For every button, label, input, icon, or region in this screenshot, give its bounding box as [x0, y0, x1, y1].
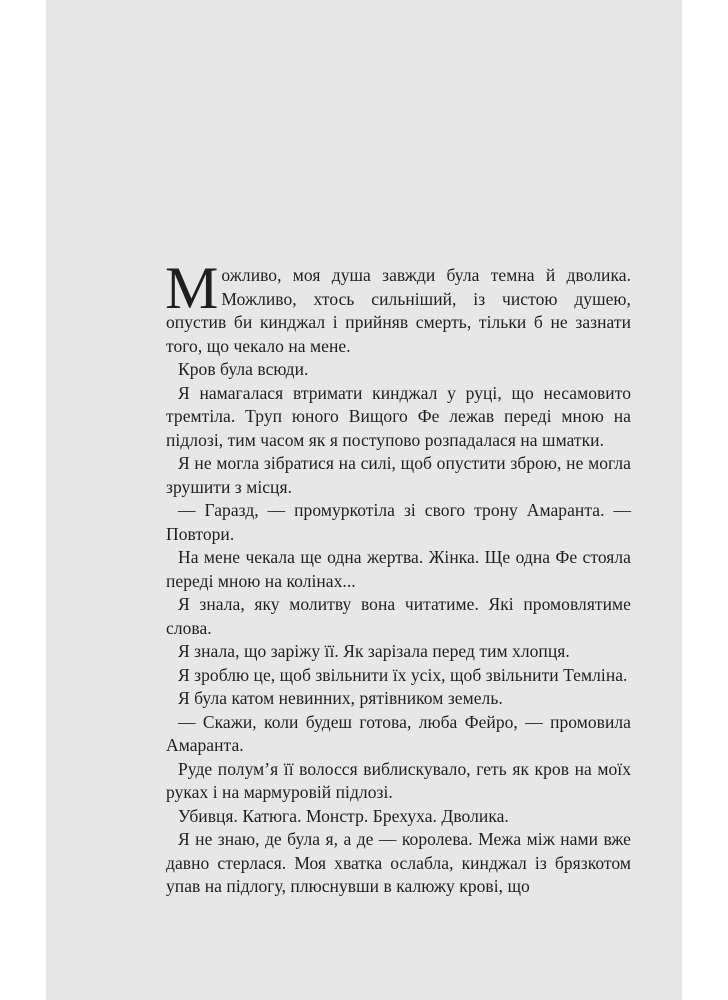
paragraph-4: Я не могла зібратися на силі, щоб опустити зброю, не могла зрушити з місця. [166, 453, 631, 497]
paragraph-1 [165, 255, 631, 358]
book-page [46, 0, 682, 1000]
paragraph-5: — Гаразд, — промуркотіла зі свого трону Амаранта. — Повтори. [166, 500, 631, 544]
chapter-text [165, 255, 631, 899]
paragraph-7: Я знала, яку молитву вона читатиме. Які промовлятиме слова. [166, 594, 631, 638]
paragraph-14: Я не знаю, де була я, а де — королева. Межа між нами вже давно стерлася. Моя хватка ослабла, кинджал із брязкотом упав на підлогу, плюснувши в калюжу крові, що [166, 829, 631, 896]
drop-cap-letter: М [165, 255, 219, 321]
paragraph-11: — Скажи, коли будеш готова, люба Фейро, — промовила Амаранта. [166, 711, 631, 755]
paragraph-13: Убивця. Катюга. Монстр. Брехуха. Дволика. [178, 805, 509, 826]
paragraph-10: Я була катом невинних, рятівником земель. [178, 688, 503, 708]
paragraph-text: ожливо, моя душа завжди була темна й дволика. Можливо, хтось сильніший, із чистою душею, опустив би кинджал і прийняв смерть, тільки б не зазнати того, що чекало на мене. [166, 265, 631, 356]
paragraph-12: Руде полум’я її волосся виблискувало, геть як кров на моїх руках і на мармуровій підлозі. [166, 758, 631, 802]
paragraph-8: Я знала, що заріжу її. Як зарізала перед тим хлопця. [178, 641, 570, 661]
paragraph-3: Я намагалася втримати кинджал у руці, що несамовито тремтіла. Труп юного Вищого Фе лежав переді мною на підлозі, тим часом як я поступово розпадалася на шматки. [166, 382, 631, 450]
paragraph-9: Я зроблю це, щоб звільнити їх усіх, щоб звільнити Темліна. [178, 664, 628, 685]
paragraph-2: Кров була всюди. [178, 359, 309, 379]
paragraph-6: На мене чекала ще одна жертва. Жінка. Ще одна Фе стояла переді мною на колінах... [166, 547, 631, 591]
